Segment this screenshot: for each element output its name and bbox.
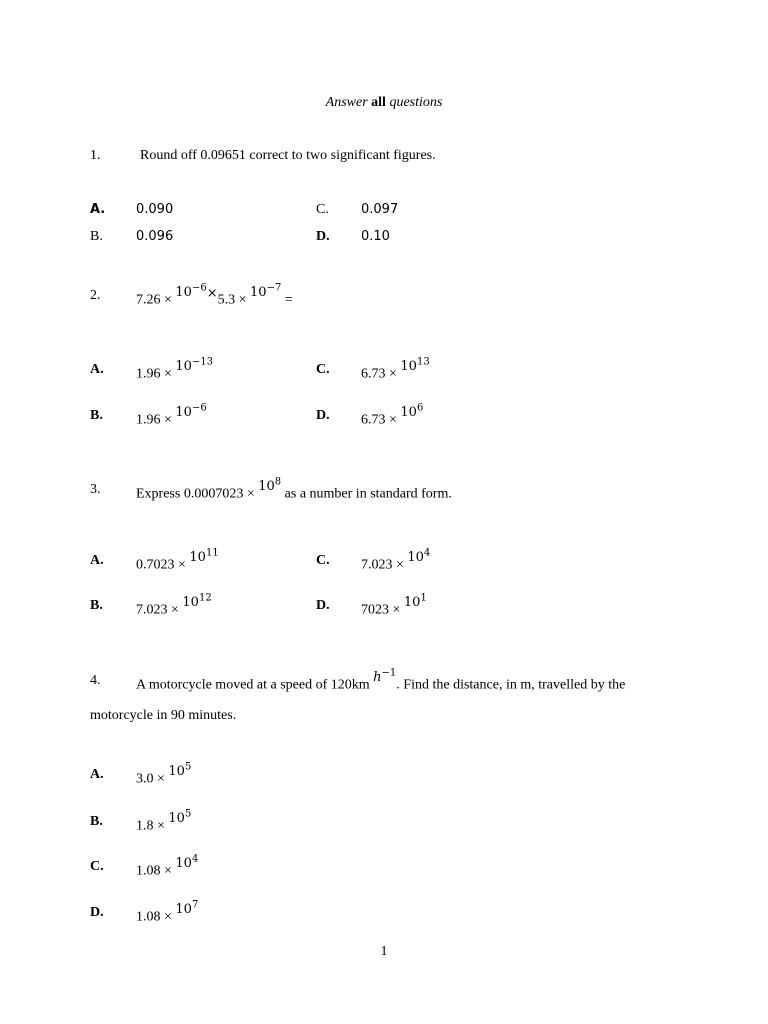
- q3-text-after: as a number in standard form.: [284, 486, 452, 502]
- q4-option-b-label: B.: [90, 814, 103, 829]
- question-4-text-line-2: motorcycle in 90 minutes.: [90, 708, 237, 723]
- question-1-number: 1.: [90, 148, 101, 163]
- q4-c-coef: 1.08 ×: [136, 863, 172, 879]
- q4-d-exp: 7: [191, 900, 199, 911]
- q4-option-d-value: [136, 900, 199, 925]
- q3-option-c-value: [361, 548, 431, 573]
- q3-b-coef: 7.023 ×: [136, 602, 179, 618]
- q2-a-base: 10: [175, 359, 192, 375]
- q4-b-base: 10: [168, 811, 185, 827]
- q4-b-exp: 5: [184, 809, 192, 820]
- q2-pow1-exp: −6: [191, 283, 207, 294]
- q2-pow1-base: 10: [175, 285, 192, 301]
- q1-option-c-label: C.: [316, 202, 329, 217]
- q3-d-coef: 7023 ×: [361, 602, 401, 618]
- q2-b-exp: −6: [191, 403, 207, 414]
- q3-c-exp: 4: [423, 548, 431, 559]
- q3-exp: 8: [274, 477, 282, 488]
- q4-b-coef: 1.8 ×: [136, 818, 165, 834]
- q2-option-b-value: [136, 403, 207, 428]
- q2-b-power: [175, 405, 206, 420]
- q3-power: [258, 479, 281, 494]
- page-number: 1: [380, 944, 388, 959]
- q4-option-a-label: A.: [90, 767, 104, 782]
- question-4-number: 4.: [90, 673, 101, 688]
- q2-c-coef: 6.73 ×: [361, 366, 397, 382]
- q3-a-coef: 0.7023 ×: [136, 557, 186, 573]
- q4-c-power: [175, 856, 198, 871]
- q2-times: ×: [206, 286, 218, 302]
- q1-option-b-value: 0.096: [136, 229, 174, 244]
- q4-c-exp: 4: [191, 854, 199, 865]
- q1-option-a-value: 0.090: [136, 202, 174, 217]
- q3-d-base: 10: [403, 595, 421, 611]
- q2-d-exp: 6: [416, 403, 424, 414]
- q3-base: 10: [258, 479, 275, 495]
- q3-d-power: [404, 595, 427, 610]
- q4-c-base: 10: [175, 856, 192, 872]
- q4-text-after: . Find the distance, in m, travelled by the: [396, 677, 626, 693]
- q4-option-c-value: [136, 854, 199, 879]
- q4-a-power: [168, 764, 191, 779]
- q1-option-d-label: D.: [316, 229, 330, 244]
- q2-b-coef: 1.96 ×: [136, 412, 172, 428]
- q2-power-2: [250, 285, 281, 300]
- q4-d-coef: 1.08 ×: [136, 909, 172, 925]
- q4-unit-exp: −1: [381, 668, 397, 679]
- q2-b-base: 10: [175, 405, 192, 421]
- q3-option-b-value: [136, 593, 212, 618]
- q4-unit-base: h: [373, 670, 382, 686]
- q3-b-base: 10: [182, 595, 199, 611]
- q2-c-base: 10: [400, 359, 417, 375]
- q4-option-b-value: [136, 809, 192, 834]
- q2-power-1: [175, 285, 206, 300]
- q3-c-base: 10: [407, 550, 424, 566]
- q3-text-before: Express 0.0007023 ×: [136, 486, 255, 502]
- q2-pow2-exp: −7: [266, 283, 282, 294]
- question-4-text: [136, 668, 626, 693]
- q4-text-before: A motorcycle moved at a speed of 120km: [136, 677, 370, 693]
- q2-option-a-value: [136, 357, 214, 382]
- q1-option-c-value: 0.097: [361, 202, 399, 217]
- question-1-text: Round off 0.09651 correct to two significant figures.: [140, 148, 436, 163]
- q2-option-c-label: C.: [316, 362, 330, 377]
- q2-option-d-label: D.: [316, 408, 330, 423]
- q3-option-b-label: B.: [90, 598, 103, 613]
- q3-b-power: [182, 595, 211, 610]
- q2-c-power: [400, 359, 429, 374]
- q4-b-power: [168, 811, 191, 826]
- q2-a-power: [175, 359, 213, 374]
- q4-unit: [373, 670, 396, 685]
- q1-option-d-value: 0.10: [361, 229, 390, 244]
- q2-option-b-label: B.: [90, 408, 103, 423]
- q4-a-exp: 5: [184, 762, 192, 773]
- question-3-number: 3.: [90, 482, 101, 497]
- q3-d-exp: 1: [420, 593, 427, 604]
- q3-a-base: 10: [189, 550, 206, 566]
- q2-d-coef: 6.73 ×: [361, 412, 397, 428]
- q3-a-exp: 11: [205, 548, 219, 559]
- q2-option-d-value: [361, 403, 424, 428]
- q2-a-exp: −13: [191, 357, 214, 368]
- q2-option-c-value: [361, 357, 430, 382]
- q1-option-b-label: B.: [90, 229, 103, 244]
- q2-part1: 7.26 ×: [136, 292, 172, 308]
- page-heading: [0, 95, 768, 111]
- q4-option-d-label: D.: [90, 905, 104, 920]
- q3-option-a-label: A.: [90, 553, 104, 568]
- q2-a-coef: 1.96 ×: [136, 366, 172, 382]
- q2-pow2-base: 10: [250, 285, 267, 301]
- q2-c-exp: 13: [416, 357, 430, 368]
- q3-b-exp: 12: [198, 593, 212, 604]
- q3-option-d-value: [361, 593, 427, 618]
- q2-equals: =: [284, 292, 293, 308]
- q2-part2: 5.3 ×: [217, 292, 247, 308]
- q4-a-coef: 3.0 ×: [136, 771, 165, 787]
- q3-option-c-label: C.: [316, 553, 330, 568]
- q2-option-a-label: A.: [90, 362, 104, 377]
- q3-option-d-label: D.: [316, 598, 330, 613]
- question-2-number: 2.: [90, 288, 101, 303]
- question-3-text: [136, 477, 452, 502]
- q3-c-coef: 7.023 ×: [361, 557, 404, 573]
- heading-italic-1: Answer: [325, 95, 368, 110]
- q4-d-base: 10: [175, 902, 192, 918]
- q4-option-a-value: [136, 762, 192, 787]
- heading-italic-2: questions: [389, 95, 443, 110]
- q3-option-a-value: [136, 548, 219, 573]
- q3-a-power: [189, 550, 218, 565]
- q2-d-power: [400, 405, 423, 420]
- q2-d-base: 10: [400, 405, 417, 421]
- question-2-text: [136, 283, 293, 308]
- q4-a-base: 10: [168, 764, 185, 780]
- q1-option-a-label: A.: [90, 202, 106, 217]
- heading-bold: all: [371, 95, 386, 110]
- q3-c-power: [407, 550, 430, 565]
- q4-option-c-label: C.: [90, 859, 104, 874]
- q4-d-power: [175, 902, 198, 917]
